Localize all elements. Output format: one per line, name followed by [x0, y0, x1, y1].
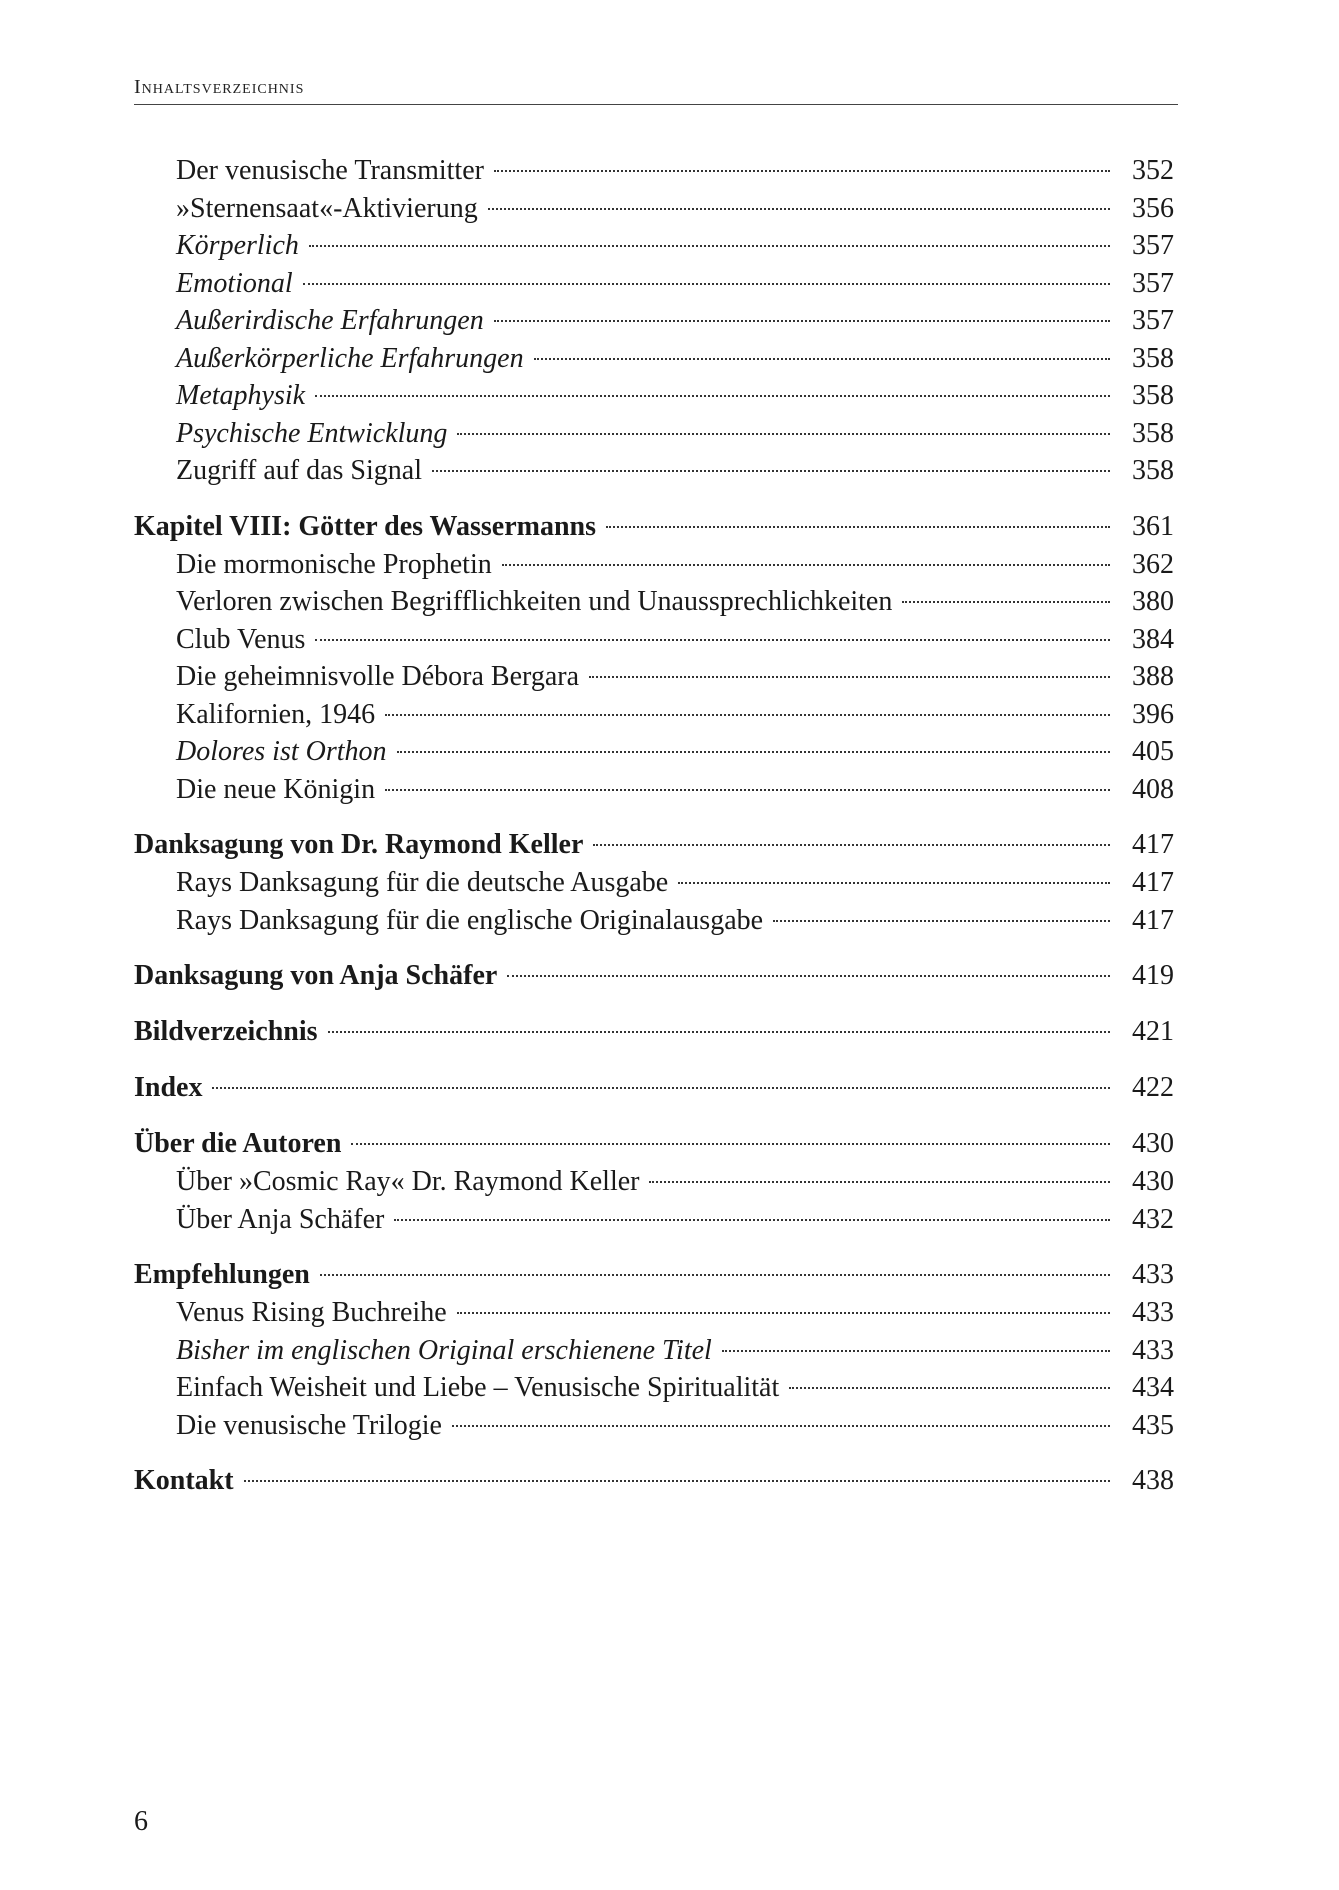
toc-chapter-entry[interactable]	[134, 1461, 1174, 1500]
dot-leader	[385, 714, 1110, 716]
toc-section-entry[interactable]	[134, 771, 1174, 809]
toc-entry-title: Danksagung von Anja Schäfer	[134, 960, 498, 991]
toc-entry-page: 419	[1132, 960, 1174, 991]
toc-section-entry[interactable]	[134, 452, 1174, 490]
toc-entry-title: Index	[134, 1072, 203, 1103]
dot-leader	[902, 601, 1110, 603]
toc-entry-page: 417	[1132, 829, 1174, 860]
toc-entry-page: 430	[1132, 1128, 1174, 1159]
toc-entry-title: Verloren zwischen Begrifflichkeiten und Unaussprechlichkeiten	[176, 586, 893, 617]
toc-entry-page: 421	[1132, 1016, 1174, 1047]
toc-section-entry[interactable]	[134, 1201, 1174, 1239]
toc-section-entry[interactable]	[134, 377, 1174, 415]
toc-section-entry[interactable]	[134, 658, 1174, 696]
toc-entry-title: Venus Rising Buchreihe	[176, 1297, 447, 1328]
toc-section-entry[interactable]	[134, 696, 1174, 734]
toc-entry-title: Zugriff auf das Signal	[176, 455, 422, 486]
toc-entry-title: Danksagung von Dr. Raymond Keller	[134, 829, 584, 860]
toc-section-entry[interactable]	[134, 902, 1174, 940]
toc-entry-page: 358	[1132, 380, 1174, 411]
toc-entry-page: 380	[1132, 586, 1174, 617]
toc-entry-title: »Sternensaat«-Aktivierung	[176, 192, 478, 224]
toc-chapter-entry[interactable]	[134, 1012, 1174, 1051]
toc-entry-page: 422	[1132, 1072, 1174, 1103]
dot-leader	[534, 358, 1110, 360]
toc-entry-page: 357	[1132, 230, 1174, 261]
toc-section-entry[interactable]	[134, 583, 1174, 621]
dot-leader	[789, 1387, 1110, 1389]
toc-entry-page: 388	[1132, 661, 1174, 692]
toc-entry-page: 438	[1132, 1465, 1174, 1496]
toc-entry-page: 352	[1132, 155, 1174, 186]
toc-section-entry[interactable]	[134, 190, 1174, 228]
toc-entry-title: Kontakt	[134, 1465, 234, 1496]
dot-leader	[315, 639, 1110, 641]
dot-leader	[309, 245, 1110, 247]
toc-entry-page: 357	[1132, 267, 1174, 299]
toc-entry-page: 358	[1132, 417, 1174, 449]
toc-entry-title: Psychische Entwicklung	[176, 417, 448, 449]
toc-entry-page: 417	[1132, 867, 1174, 898]
dot-leader	[457, 1312, 1110, 1314]
toc-entry-title: Bisher im englischen Original erschienene Titel	[176, 1334, 712, 1366]
toc-section-entry[interactable]	[134, 302, 1174, 340]
dot-leader	[678, 882, 1110, 884]
dot-leader	[303, 283, 1110, 285]
toc-entry-title: Club Venus	[176, 623, 306, 655]
toc-entry-title: Die neue Königin	[176, 773, 376, 805]
toc-entry-page: 435	[1132, 1409, 1174, 1441]
toc-entry-title: Rays Danksagung für die englische Originalausgabe	[176, 904, 764, 936]
toc-chapter-entry[interactable]	[134, 825, 1174, 864]
toc-entry-page: 433	[1132, 1259, 1174, 1290]
dot-leader	[328, 1031, 1110, 1033]
toc-chapter-entry[interactable]	[134, 1124, 1174, 1163]
toc-entry-title: Kalifornien, 1946	[176, 698, 376, 730]
toc-entry-page: 358	[1132, 455, 1174, 486]
toc-entry-page: 356	[1132, 192, 1174, 224]
dot-leader	[432, 470, 1110, 472]
dot-leader	[494, 170, 1110, 172]
page-number: 6	[134, 1806, 148, 1837]
toc-chapter-entry[interactable]	[134, 956, 1174, 995]
dot-leader	[488, 208, 1110, 210]
toc-entry-title: Außerirdische Erfahrungen	[176, 305, 484, 336]
toc-section-entry[interactable]	[134, 1407, 1174, 1445]
toc-entry-page: 396	[1132, 698, 1174, 730]
toc-entry-title: Metaphysik	[176, 380, 306, 411]
toc-entry-page: 432	[1132, 1203, 1174, 1235]
toc-entry-title: Empfehlungen	[134, 1259, 310, 1290]
toc-entry-title: Die mormonische Prophetin	[176, 548, 492, 580]
toc-section-entry[interactable]	[134, 227, 1174, 265]
dot-leader	[385, 789, 1110, 791]
toc-section-entry[interactable]	[134, 1332, 1174, 1370]
toc-chapter-entry[interactable]	[134, 507, 1174, 546]
toc-entry-page: 434	[1132, 1372, 1174, 1403]
dot-leader	[315, 395, 1110, 397]
header-title: Inhaltsverzeichnis	[134, 76, 305, 98]
running-header	[134, 74, 1178, 105]
toc-entry-title: Dolores ist Orthon	[176, 736, 387, 767]
toc-section-entry[interactable]	[134, 1163, 1174, 1201]
toc-section-entry[interactable]	[134, 1294, 1174, 1332]
toc-entry-page: 417	[1132, 904, 1174, 936]
toc-entry-page: 433	[1132, 1334, 1174, 1366]
toc-entry-page: 361	[1132, 510, 1174, 542]
toc-entry-title: Emotional	[176, 267, 293, 299]
toc-section-entry[interactable]	[134, 733, 1174, 771]
dot-leader	[593, 844, 1110, 846]
dot-leader	[244, 1480, 1110, 1482]
toc-entry-title: Über die Autoren	[134, 1128, 342, 1159]
toc-entry-title: Außerkörperliche Erfahrungen	[176, 342, 524, 374]
dot-leader	[452, 1425, 1110, 1427]
toc-entry-title: Der venusische Transmitter	[176, 155, 484, 186]
dot-leader	[212, 1087, 1110, 1089]
toc-entry-title: Die venusische Trilogie	[176, 1409, 442, 1441]
toc-entry-title: Die geheimnisvolle Débora Bergara	[176, 661, 580, 692]
toc-entry-title: Über Anja Schäfer	[176, 1203, 385, 1235]
toc-section-entry[interactable]	[134, 265, 1174, 303]
toc-entry-page: 384	[1132, 623, 1174, 655]
toc-entry-page: 430	[1132, 1166, 1174, 1197]
toc-section-entry[interactable]	[134, 340, 1174, 378]
dot-leader	[394, 1219, 1110, 1221]
toc-section-entry[interactable]	[134, 1369, 1174, 1407]
toc-entry-title: Kapitel VIII: Götter des Wassermanns	[134, 510, 597, 542]
dot-leader	[351, 1143, 1110, 1145]
toc-entry-title: Körperlich	[176, 230, 299, 261]
toc-entry-page: 405	[1132, 736, 1174, 767]
toc-section-entry[interactable]	[134, 152, 1174, 190]
dot-leader	[606, 526, 1110, 528]
dot-leader	[589, 676, 1110, 678]
table-of-contents	[134, 152, 1174, 1500]
toc-entry-title: Über »Cosmic Ray« Dr. Raymond Keller	[176, 1166, 640, 1197]
dot-leader	[649, 1181, 1110, 1183]
toc-section-entry[interactable]	[134, 621, 1174, 659]
toc-entry-title: Bildverzeichnis	[134, 1016, 318, 1047]
toc-entry-page: 358	[1132, 342, 1174, 374]
toc-entry-page: 433	[1132, 1297, 1174, 1328]
toc-entry-title: Einfach Weisheit und Liebe – Venusische Spiritualität	[176, 1372, 780, 1403]
dot-leader	[397, 751, 1110, 753]
toc-chapter-entry[interactable]	[134, 1255, 1174, 1294]
toc-section-entry[interactable]	[134, 864, 1174, 902]
toc-section-entry[interactable]	[134, 415, 1174, 453]
dot-leader	[494, 320, 1110, 322]
dot-leader	[507, 975, 1110, 977]
dot-leader	[502, 564, 1110, 566]
dot-leader	[773, 920, 1110, 922]
toc-entry-page: 357	[1132, 305, 1174, 336]
toc-chapter-entry[interactable]	[134, 1068, 1174, 1107]
dot-leader	[457, 433, 1110, 435]
dot-leader	[722, 1350, 1110, 1352]
toc-entry-page: 362	[1132, 548, 1174, 580]
toc-entry-title: Rays Danksagung für die deutsche Ausgabe	[176, 867, 669, 898]
dot-leader	[320, 1274, 1110, 1276]
toc-entry-page: 408	[1132, 773, 1174, 805]
toc-section-entry[interactable]	[134, 546, 1174, 584]
